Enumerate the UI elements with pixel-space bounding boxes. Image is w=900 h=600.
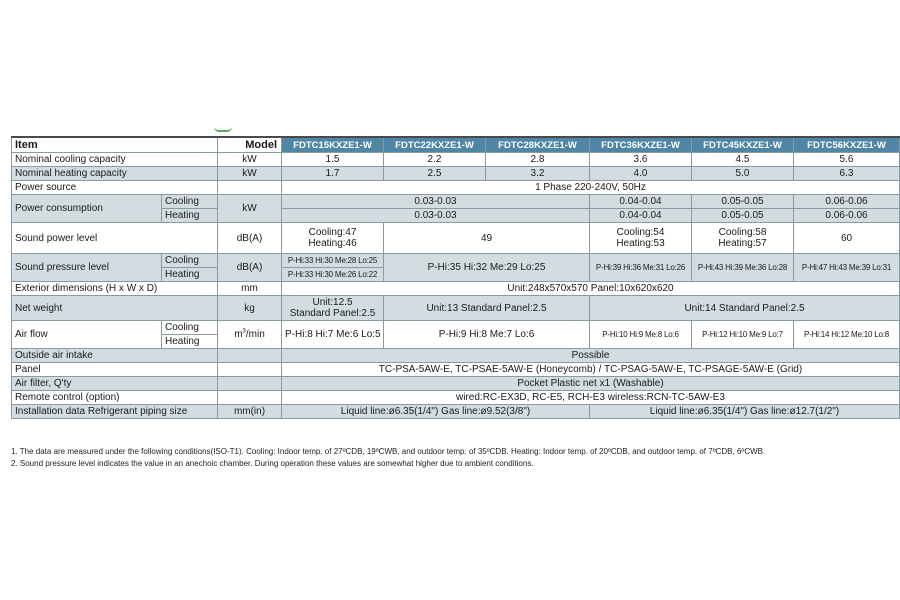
value-cell — [692, 223, 794, 254]
model-6: FDTC56KXZE1-W — [794, 137, 900, 153]
model-5: FDTC45KXZE1-W — [692, 137, 794, 153]
label-heating-capacity: Nominal heating capacity — [12, 167, 218, 181]
unit — [218, 321, 282, 349]
value-cell: P-Hi:33 Hi:30 Me:28 Lo:25 — [282, 254, 384, 268]
value-line: Heating:46 — [308, 238, 357, 249]
value-cell: 0.06-0.06 — [794, 195, 900, 209]
unit-empty — [218, 181, 282, 195]
value-cell — [590, 223, 692, 254]
unit-empty — [218, 377, 282, 391]
unit-empty — [218, 363, 282, 377]
header-row — [12, 137, 900, 153]
value-cell: 3.2 — [486, 167, 590, 181]
header-item: Item — [12, 137, 218, 153]
sub-label: Heating — [162, 268, 218, 282]
value-cell: wired:RC-EX3D, RC-E5, RCH-E3 wireless:RCN-TC-5AW-E3 — [282, 391, 900, 405]
value-line: Cooling:58 — [718, 227, 767, 238]
value-cell: Liquid line:ø6.35(1/4") Gas line:ø9.52(3/8") — [282, 405, 590, 419]
unit-empty — [218, 391, 282, 405]
value-cell: P-Hi:10 Hi:9 Me:8 Lo:6 — [590, 321, 692, 349]
value-cell: 3.6 — [590, 153, 692, 167]
unit-sup: 3 — [242, 328, 246, 335]
value-cell: 0.04-0.04 — [590, 209, 692, 223]
unit-base: m — [234, 329, 243, 340]
row-sound-pressure-cooling — [12, 254, 900, 268]
value-cell: P-Hi:8 Hi:7 Me:6 Lo:5 — [282, 321, 384, 349]
sub-label: Cooling — [162, 254, 218, 268]
row-panel — [12, 363, 900, 377]
value-cell: 0.03-0.03 — [282, 195, 590, 209]
label-exterior: Exterior dimensions (H x W x D) — [12, 282, 218, 296]
value-cell: 2.5 — [384, 167, 486, 181]
unit-empty — [218, 349, 282, 363]
label-panel: Panel — [12, 363, 218, 377]
label-power-consumption: Power consumption — [12, 195, 162, 223]
value-cell: P-Hi:47 Hi:43 Me:39 Lo:31 — [794, 254, 900, 282]
value-line: Heating:53 — [616, 238, 665, 249]
row-air-flow-cooling — [12, 321, 900, 335]
value-cell: P-Hi:14 Hi:12 Me:10 Lo:8 — [794, 321, 900, 349]
value-cell: 5.6 — [794, 153, 900, 167]
value-cell: 1.5 — [282, 153, 384, 167]
value-line: Cooling:54 — [616, 227, 665, 238]
value-cell: 0.05-0.05 — [692, 209, 794, 223]
sub-label: Heating — [162, 209, 218, 223]
label-air-flow: Air flow — [12, 321, 162, 349]
value-cell: 0.04-0.04 — [590, 195, 692, 209]
value-cell: 4.0 — [590, 167, 692, 181]
header-model: Model — [218, 137, 282, 153]
value-cell: P-Hi:33 Hi:30 Me:26 Lo:22 — [282, 268, 384, 282]
sub-label: Heating — [162, 335, 218, 349]
value-cell: Pocket Plastic net x1 (Washable) — [282, 377, 900, 391]
value-cell: 4.5 — [692, 153, 794, 167]
label-air-filter: Air filter, Q'ty — [12, 377, 218, 391]
value-cell: 60 — [794, 223, 900, 254]
accent-mark — [214, 127, 232, 132]
label-cooling-capacity: Nominal cooling capacity — [12, 153, 218, 167]
row-power-source — [12, 181, 900, 195]
row-sound-power — [12, 223, 900, 254]
row-remote — [12, 391, 900, 405]
label-sound-pressure: Sound pressure level — [12, 254, 162, 282]
unit: kg — [218, 296, 282, 321]
unit: kW — [218, 195, 282, 223]
label-net-weight: Net weight — [12, 296, 218, 321]
value-cell — [282, 296, 384, 321]
model-2: FDTC22KXZE1-W — [384, 137, 486, 153]
unit-rest: /min — [245, 329, 265, 340]
value-cell: Unit:14 Standard Panel:2.5 — [590, 296, 900, 321]
value-cell: 0.05-0.05 — [692, 195, 794, 209]
row-installation — [12, 405, 900, 419]
value-line: Unit:12.5 — [312, 297, 353, 308]
unit: mm — [218, 282, 282, 296]
unit: dB(A) — [218, 254, 282, 282]
value-cell: P-Hi:9 Hi:8 Me:7 Lo:6 — [384, 321, 590, 349]
value-cell: 6.3 — [794, 167, 900, 181]
row-exterior — [12, 282, 900, 296]
footnotes — [11, 446, 891, 470]
value-cell: 1.7 — [282, 167, 384, 181]
label-power-source: Power source — [12, 181, 218, 195]
unit: dB(A) — [218, 223, 282, 254]
unit: kW — [218, 153, 282, 167]
label-installation: Installation data Refrigerant piping size — [12, 405, 218, 419]
value-cell: P-Hi:12 Hi:10 Me:9 Lo:7 — [692, 321, 794, 349]
value-line: Heating:57 — [718, 238, 767, 249]
label-sound-power: Sound power level — [12, 223, 218, 254]
row-power-consumption-cooling — [12, 195, 900, 209]
value-cell: 5.0 — [692, 167, 794, 181]
unit: mm(in) — [218, 405, 282, 419]
row-net-weight — [12, 296, 900, 321]
value-cell — [282, 223, 384, 254]
value-cell: 0.06-0.06 — [794, 209, 900, 223]
value-cell: 2.2 — [384, 153, 486, 167]
value-cell: TC-PSA-5AW-E, TC-PSAE-5AW-E (Honeycomb) / TC-PSAG-5AW-E, TC-PSAGE-5AW-E (Grid) — [282, 363, 900, 377]
label-remote: Remote control (option) — [12, 391, 218, 405]
sub-label: Cooling — [162, 195, 218, 209]
row-air-filter — [12, 377, 900, 391]
value-cell: Possible — [282, 349, 900, 363]
row-heating-capacity — [12, 167, 900, 181]
model-1: FDTC15KXZE1-W — [282, 137, 384, 153]
value-cell: 49 — [384, 223, 590, 254]
value-cell: 0.03-0.03 — [282, 209, 590, 223]
unit: kW — [218, 167, 282, 181]
footnote-2: 2. Sound pressure level indicates the value in an anechoic chamber. During operation these values are somewhat higher due to ambient conditions. — [11, 459, 534, 468]
value-cell: Liquid line:ø6.35(1/4") Gas line:ø12.7(1/2") — [590, 405, 900, 419]
value-line: Standard Panel:2.5 — [289, 308, 376, 319]
row-outside-air — [12, 349, 900, 363]
spec-table — [11, 136, 900, 419]
sub-label: Cooling — [162, 321, 218, 335]
value-cell: P-Hi:35 Hi:32 Me:29 Lo:25 — [384, 254, 590, 282]
row-cooling-capacity — [12, 153, 900, 167]
label-outside-air: Outside air intake — [12, 349, 218, 363]
footnote-1: 1. The data are measured under the following conditions(ISO-T1). Cooling: Indoor temp. of 27ºCDB, 19ºCWB, and outdoor temp. of 35ºCDB. Heating: Indoor temp. of 20ºCDB, and outdoor temp. of 7ºCDB, 6ºCWB. — [11, 447, 766, 456]
model-3: FDTC28KXZE1-W — [486, 137, 590, 153]
value-cell: Unit:13 Standard Panel:2.5 — [384, 296, 590, 321]
value-cell: Unit:248x570x570 Panel:10x620x620 — [282, 282, 900, 296]
value-cell: 2.8 — [486, 153, 590, 167]
value-line: Cooling:47 — [308, 227, 357, 238]
value-cell: P-Hi:43 Hi:39 Me:36 Lo:28 — [692, 254, 794, 282]
value-cell: P-Hi:39 Hi:36 Me:31 Lo:26 — [590, 254, 692, 282]
value-cell: 1 Phase 220-240V, 50Hz — [282, 181, 900, 195]
model-4: FDTC36KXZE1-W — [590, 137, 692, 153]
